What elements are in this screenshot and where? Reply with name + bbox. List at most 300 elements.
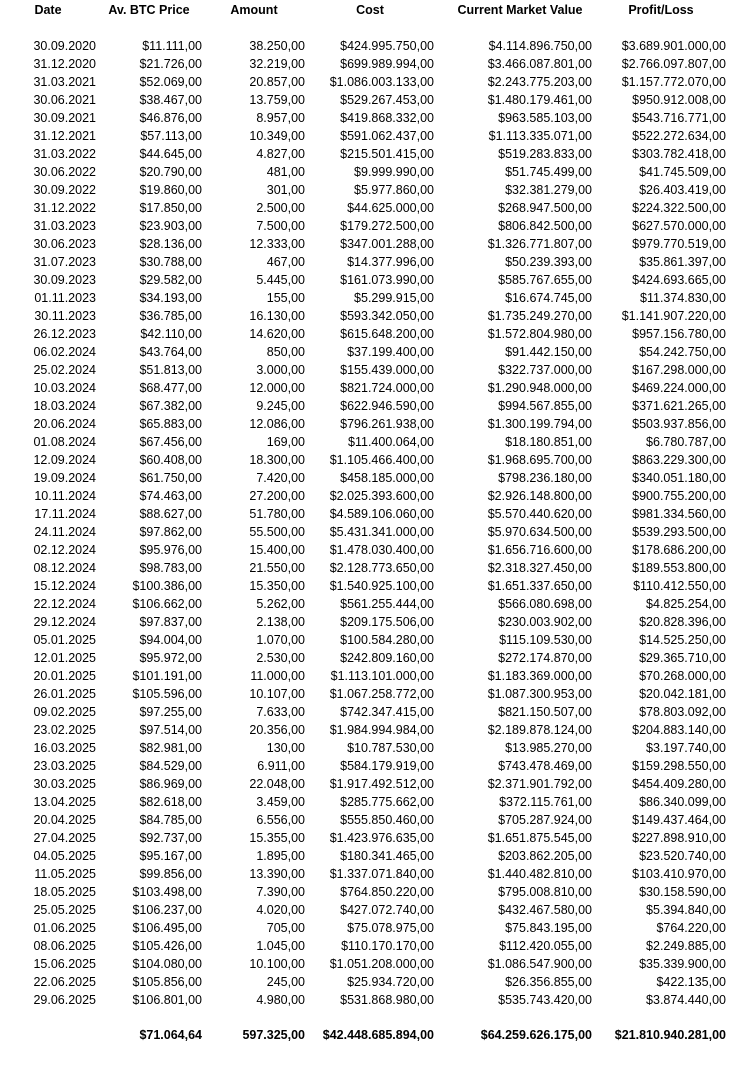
cell-market-value[interactable]: $2.318.327.450,00 [487, 561, 592, 575]
cell-price[interactable]: $20.790,00 [139, 165, 202, 179]
cell-profit-loss[interactable]: $503.937.856,00 [632, 417, 726, 431]
cell-price[interactable]: $34.193,00 [139, 291, 202, 305]
cell-market-value[interactable]: $112.420.055,00 [499, 939, 592, 953]
cell-amount[interactable]: 10.107,00 [249, 687, 305, 701]
cell-date[interactable]: 23.03.2025 [33, 759, 96, 773]
cell-cost[interactable]: $2.128.773.650,00 [329, 561, 434, 575]
cell-price[interactable]: $88.627,00 [139, 507, 202, 521]
cell-profit-loss[interactable]: $11.374.830,00 [640, 291, 726, 305]
cell-date[interactable]: 08.12.2024 [33, 561, 96, 575]
cell-cost[interactable]: $821.724.000,00 [340, 381, 434, 395]
cell-cost[interactable]: $427.072.740,00 [340, 903, 434, 917]
cell-cost[interactable]: $1.478.030.400,00 [329, 543, 434, 557]
cell-date[interactable]: 31.03.2021 [33, 75, 96, 89]
cell-price[interactable]: $97.837,00 [139, 615, 202, 629]
cell-profit-loss[interactable]: $204.883.140,00 [632, 723, 726, 737]
cell-date[interactable]: 02.12.2024 [33, 543, 96, 557]
cell-market-value[interactable]: $994.567.855,00 [498, 399, 592, 413]
cell-date[interactable]: 30.06.2023 [33, 237, 96, 251]
cell-profit-loss[interactable]: $1.157.772.070,00 [621, 75, 726, 89]
cell-amount[interactable]: 20.857,00 [249, 75, 305, 89]
cell-cost[interactable]: $215.501.415,00 [340, 147, 434, 161]
cell-market-value[interactable]: $272.174.870,00 [498, 651, 592, 665]
cell-date[interactable]: 31.03.2023 [33, 219, 96, 233]
cell-cost[interactable]: $615.648.200,00 [340, 327, 434, 341]
cell-market-value[interactable]: $795.008.810,00 [498, 885, 592, 899]
cell-date[interactable]: 29.06.2025 [33, 993, 96, 1007]
cell-cost[interactable]: $5.977.860,00 [354, 183, 434, 197]
cell-profit-loss[interactable]: $469.224.000,00 [632, 381, 726, 395]
cell-amount[interactable]: 301,00 [266, 183, 305, 197]
cell-date[interactable]: 08.06.2025 [33, 939, 96, 953]
cell-date[interactable]: 19.09.2024 [33, 471, 96, 485]
cell-cost[interactable]: $796.261.938,00 [340, 417, 434, 431]
cell-profit-loss[interactable]: $30.158.590,00 [639, 885, 726, 899]
total-price[interactable]: $71.064,64 [139, 1028, 202, 1042]
cell-date[interactable]: 10.03.2024 [33, 381, 96, 395]
cell-amount[interactable]: 4.020,00 [256, 903, 305, 917]
cell-amount[interactable]: 55.500,00 [249, 525, 305, 539]
cell-amount[interactable]: 7.390,00 [256, 885, 305, 899]
cell-amount[interactable]: 5.262,00 [256, 597, 305, 611]
cell-cost[interactable]: $161.073.990,00 [340, 273, 434, 287]
cell-cost[interactable]: $764.850.220,00 [340, 885, 434, 899]
cell-market-value[interactable]: $1.183.369.000,00 [487, 669, 592, 683]
cell-date[interactable]: 04.05.2025 [33, 849, 96, 863]
cell-date[interactable]: 18.03.2024 [33, 399, 96, 413]
cell-market-value[interactable]: $1.087.300.953,00 [487, 687, 592, 701]
cell-amount[interactable]: 3.000,00 [256, 363, 305, 377]
cell-cost[interactable]: $44.625.000,00 [347, 201, 434, 215]
cell-profit-loss[interactable]: $950.912.008,00 [632, 93, 726, 107]
cell-amount[interactable]: 2.500,00 [256, 201, 305, 215]
cell-date[interactable]: 12.09.2024 [33, 453, 96, 467]
header-date[interactable]: Date [34, 3, 62, 17]
cell-cost[interactable]: $242.809.160,00 [340, 651, 434, 665]
cell-market-value[interactable]: $1.086.547.900,00 [487, 957, 592, 971]
cell-price[interactable]: $106.662,00 [132, 597, 202, 611]
cell-profit-loss[interactable]: $35.339.900,00 [639, 957, 726, 971]
cell-date[interactable]: 29.12.2024 [33, 615, 96, 629]
cell-profit-loss[interactable]: $110.412.550,00 [633, 579, 726, 593]
cell-profit-loss[interactable]: $539.293.500,00 [632, 525, 726, 539]
cell-profit-loss[interactable]: $863.229.300,00 [632, 453, 726, 467]
cell-profit-loss[interactable]: $422.135,00 [656, 975, 726, 989]
cell-profit-loss[interactable]: $957.156.780,00 [632, 327, 726, 341]
cell-amount[interactable]: 9.245,00 [256, 399, 305, 413]
cell-cost[interactable]: $155.439.000,00 [340, 363, 434, 377]
cell-cost[interactable]: $180.341.465,00 [340, 849, 434, 863]
cell-cost[interactable]: $14.377.996,00 [347, 255, 434, 269]
cell-cost[interactable]: $100.584.280,00 [340, 633, 434, 647]
cell-date[interactable]: 22.06.2025 [33, 975, 96, 989]
cell-amount[interactable]: 1.070,00 [256, 633, 305, 647]
cell-cost[interactable]: $9.999.990,00 [354, 165, 434, 179]
cell-cost[interactable]: $1.423.976.635,00 [329, 831, 434, 845]
cell-profit-loss[interactable]: $900.755.200,00 [632, 489, 726, 503]
cell-price[interactable]: $84.785,00 [139, 813, 202, 827]
cell-amount[interactable]: 20.356,00 [249, 723, 305, 737]
cell-price[interactable]: $95.976,00 [139, 543, 202, 557]
cell-market-value[interactable]: $566.080.698,00 [498, 597, 592, 611]
cell-market-value[interactable]: $1.113.335.071,00 [488, 129, 592, 143]
cell-cost[interactable]: $561.255.444,00 [340, 597, 434, 611]
cell-date[interactable]: 31.07.2023 [33, 255, 96, 269]
cell-cost[interactable]: $37.199.400,00 [347, 345, 434, 359]
cell-date[interactable]: 31.12.2020 [33, 57, 96, 71]
cell-profit-loss[interactable]: $189.553.800,00 [632, 561, 726, 575]
cell-amount[interactable]: 7.420,00 [256, 471, 305, 485]
cell-market-value[interactable]: $268.947.500,00 [498, 201, 592, 215]
cell-cost[interactable]: $1.105.466.400,00 [329, 453, 434, 467]
cell-profit-loss[interactable]: $35.861.397,00 [639, 255, 726, 269]
cell-date[interactable]: 30.09.2023 [33, 273, 96, 287]
cell-cost[interactable]: $5.431.341.000,00 [329, 525, 434, 539]
cell-price[interactable]: $30.788,00 [139, 255, 202, 269]
header-profit-loss[interactable]: Profit/Loss [628, 3, 694, 17]
cell-profit-loss[interactable]: $3.689.901.000,00 [621, 39, 726, 53]
cell-market-value[interactable]: $75.843.195,00 [505, 921, 592, 935]
cell-amount[interactable]: 10.100,00 [249, 957, 305, 971]
cell-date[interactable]: 13.04.2025 [33, 795, 96, 809]
cell-profit-loss[interactable]: $178.686.200,00 [632, 543, 726, 557]
cell-market-value[interactable]: $230.003.902,00 [498, 615, 592, 629]
cell-profit-loss[interactable]: $2.766.097.807,00 [621, 57, 726, 71]
cell-amount[interactable]: 11.000,00 [250, 669, 305, 683]
cell-amount[interactable]: 5.445,00 [256, 273, 305, 287]
cell-amount[interactable]: 6.911,00 [257, 759, 305, 773]
cell-price[interactable]: $67.382,00 [139, 399, 202, 413]
cell-date[interactable]: 01.11.2023 [34, 291, 96, 305]
cell-date[interactable]: 09.02.2025 [33, 705, 96, 719]
cell-price[interactable]: $42.110,00 [140, 327, 202, 341]
cell-price[interactable]: $105.596,00 [132, 687, 202, 701]
cell-amount[interactable]: 245,00 [266, 975, 305, 989]
cell-price[interactable]: $95.972,00 [139, 651, 202, 665]
cell-market-value[interactable]: $32.381.279,00 [505, 183, 592, 197]
cell-amount[interactable]: 22.048,00 [249, 777, 305, 791]
cell-market-value[interactable]: $743.478.469,00 [498, 759, 592, 773]
cell-profit-loss[interactable]: $227.898.910,00 [632, 831, 726, 845]
cell-cost[interactable]: $25.934.720,00 [347, 975, 434, 989]
cell-profit-loss[interactable]: $424.693.665,00 [632, 273, 726, 287]
cell-market-value[interactable]: $432.467.580,00 [498, 903, 592, 917]
cell-market-value[interactable]: $18.180.851,00 [505, 435, 592, 449]
cell-cost[interactable]: $179.272.500,00 [340, 219, 434, 233]
cell-cost[interactable]: $4.589.106.060,00 [329, 507, 434, 521]
cell-price[interactable]: $17.850,00 [139, 201, 202, 215]
cell-amount[interactable]: 14.620,00 [249, 327, 305, 341]
cell-cost[interactable]: $209.175.506,00 [340, 615, 434, 629]
cell-price[interactable]: $46.876,00 [139, 111, 202, 125]
cell-date[interactable]: 31.12.2021 [33, 129, 96, 143]
cell-profit-loss[interactable]: $20.828.396,00 [639, 615, 726, 629]
cell-amount[interactable]: 169,00 [266, 435, 305, 449]
cell-date[interactable]: 10.11.2024 [34, 489, 96, 503]
cell-date[interactable]: 25.05.2025 [33, 903, 96, 917]
cell-profit-loss[interactable]: $979.770.519,00 [632, 237, 726, 251]
cell-market-value[interactable]: $1.656.716.600,00 [487, 543, 592, 557]
cell-date[interactable]: 30.09.2020 [33, 39, 96, 53]
cell-amount[interactable]: 1.895,00 [256, 849, 305, 863]
cell-price[interactable]: $105.426,00 [132, 939, 202, 953]
cell-amount[interactable]: 7.500,00 [256, 219, 305, 233]
cell-price[interactable]: $97.514,00 [139, 723, 202, 737]
cell-price[interactable]: $19.860,00 [139, 183, 202, 197]
cell-date[interactable]: 26.12.2023 [33, 327, 96, 341]
cell-cost[interactable]: $622.946.590,00 [340, 399, 434, 413]
cell-cost[interactable]: $1.067.258.772,00 [329, 687, 434, 701]
cell-amount[interactable]: 467,00 [266, 255, 305, 269]
cell-date[interactable]: 25.02.2024 [33, 363, 96, 377]
cell-cost[interactable]: $11.400.064,00 [348, 435, 434, 449]
cell-date[interactable]: 30.11.2023 [34, 309, 96, 323]
cell-profit-loss[interactable]: $224.322.500,00 [632, 201, 726, 215]
cell-date[interactable]: 17.11.2024 [34, 507, 96, 521]
cell-date[interactable]: 30.06.2022 [33, 165, 96, 179]
cell-profit-loss[interactable]: $159.298.550,00 [632, 759, 726, 773]
cell-profit-loss[interactable]: $167.298.000,00 [632, 363, 726, 377]
cell-price[interactable]: $106.801,00 [132, 993, 202, 1007]
cell-profit-loss[interactable]: $627.570.000,00 [632, 219, 726, 233]
cell-amount[interactable]: 21.550,00 [249, 561, 305, 575]
cell-profit-loss[interactable]: $3.197.740,00 [646, 741, 726, 755]
cell-market-value[interactable]: $2.243.775.203,00 [487, 75, 592, 89]
cell-date[interactable]: 31.12.2022 [33, 201, 96, 215]
header-price[interactable]: Av. BTC Price [108, 3, 190, 17]
cell-market-value[interactable]: $5.970.634.500,00 [487, 525, 592, 539]
cell-profit-loss[interactable]: $70.268.000,00 [639, 669, 726, 683]
cell-market-value[interactable]: $1.651.337.650,00 [487, 579, 592, 593]
cell-profit-loss[interactable]: $29.365.710,00 [639, 651, 726, 665]
cell-amount[interactable]: 32.219,00 [249, 57, 305, 71]
cell-cost[interactable]: $584.179.919,00 [340, 759, 434, 773]
cell-market-value[interactable]: $13.985.270,00 [505, 741, 592, 755]
cell-amount[interactable]: 481,00 [266, 165, 305, 179]
cell-cost[interactable]: $593.342.050,00 [340, 309, 434, 323]
cell-price[interactable]: $97.255,00 [139, 705, 202, 719]
cell-price[interactable]: $74.463,00 [139, 489, 202, 503]
cell-cost[interactable]: $2.025.393.600,00 [329, 489, 434, 503]
cell-price[interactable]: $84.529,00 [139, 759, 202, 773]
cell-amount[interactable]: 8.957,00 [256, 111, 305, 125]
cell-date[interactable]: 15.12.2024 [33, 579, 96, 593]
cell-cost[interactable]: $1.113.101.000,00 [330, 669, 434, 683]
cell-amount[interactable]: 4.827,00 [256, 147, 305, 161]
cell-price[interactable]: $105.856,00 [132, 975, 202, 989]
cell-cost[interactable]: $110.170.170,00 [341, 939, 434, 953]
cell-market-value[interactable]: $1.290.948.000,00 [487, 381, 592, 395]
cell-date[interactable]: 30.03.2025 [33, 777, 96, 791]
cell-profit-loss[interactable]: $5.394.840,00 [646, 903, 726, 917]
cell-market-value[interactable]: $4.114.896.750,00 [488, 39, 592, 53]
cell-market-value[interactable]: $1.326.771.807,00 [487, 237, 592, 251]
cell-profit-loss[interactable]: $78.803.092,00 [639, 705, 726, 719]
cell-cost[interactable]: $285.775.662,00 [340, 795, 434, 809]
cell-price[interactable]: $103.498,00 [132, 885, 202, 899]
cell-market-value[interactable]: $322.737.000,00 [498, 363, 592, 377]
cell-market-value[interactable]: $535.743.420,00 [498, 993, 592, 1007]
cell-price[interactable]: $51.813,00 [139, 363, 202, 377]
cell-amount[interactable]: 2.138,00 [256, 615, 305, 629]
cell-profit-loss[interactable]: $26.403.419,00 [639, 183, 726, 197]
cell-profit-loss[interactable]: $454.409.280,00 [632, 777, 726, 791]
cell-price[interactable]: $21.726,00 [139, 57, 202, 71]
total-market-value[interactable]: $64.259.626.175,00 [480, 1028, 592, 1042]
cell-profit-loss[interactable]: $2.249.885,00 [646, 939, 726, 953]
cell-amount[interactable]: 4.980,00 [256, 993, 305, 1007]
cell-profit-loss[interactable]: $4.825.254,00 [646, 597, 726, 611]
cell-cost[interactable]: $1.051.208.000,00 [329, 957, 434, 971]
cell-cost[interactable]: $10.787.530,00 [347, 741, 434, 755]
cell-amount[interactable]: 12.086,00 [249, 417, 305, 431]
cell-date[interactable]: 20.04.2025 [33, 813, 96, 827]
cell-price[interactable]: $61.750,00 [139, 471, 202, 485]
cell-market-value[interactable]: $1.300.199.794,00 [487, 417, 592, 431]
cell-profit-loss[interactable]: $371.621.265,00 [632, 399, 726, 413]
cell-date[interactable]: 30.06.2021 [33, 93, 96, 107]
cell-date[interactable]: 31.03.2022 [33, 147, 96, 161]
cell-profit-loss[interactable]: $54.242.750,00 [639, 345, 726, 359]
cell-market-value[interactable]: $3.466.087.801,00 [487, 57, 592, 71]
cell-price[interactable]: $52.069,00 [139, 75, 202, 89]
cell-amount[interactable]: 13.759,00 [249, 93, 305, 107]
cell-price[interactable]: $101.191,00 [132, 669, 202, 683]
cell-amount[interactable]: 15.350,00 [249, 579, 305, 593]
cell-market-value[interactable]: $372.115.761,00 [499, 795, 592, 809]
cell-price[interactable]: $29.582,00 [139, 273, 202, 287]
cell-profit-loss[interactable]: $981.334.560,00 [632, 507, 726, 521]
cell-date[interactable]: 22.12.2024 [33, 597, 96, 611]
cell-price[interactable]: $86.969,00 [139, 777, 202, 791]
cell-price[interactable]: $43.764,00 [139, 345, 202, 359]
cell-amount[interactable]: 7.633,00 [256, 705, 305, 719]
cell-price[interactable]: $57.113,00 [140, 129, 202, 143]
cell-cost[interactable]: $1.917.492.512,00 [329, 777, 434, 791]
cell-amount[interactable]: 18.300,00 [249, 453, 305, 467]
cell-profit-loss[interactable]: $1.141.907.220,00 [621, 309, 726, 323]
cell-price[interactable]: $44.645,00 [139, 147, 202, 161]
header-cost[interactable]: Cost [356, 3, 384, 17]
cell-price[interactable]: $106.495,00 [132, 921, 202, 935]
cell-market-value[interactable]: $26.356.855,00 [505, 975, 592, 989]
cell-profit-loss[interactable]: $764.220,00 [656, 921, 726, 935]
total-cost[interactable]: $42.448.685.894,00 [322, 1028, 434, 1042]
header-amount[interactable]: Amount [230, 3, 278, 17]
cell-cost[interactable]: $5.299.915,00 [354, 291, 434, 305]
cell-date[interactable]: 26.01.2025 [33, 687, 96, 701]
cell-amount[interactable]: 51.780,00 [249, 507, 305, 521]
cell-price[interactable]: $65.883,00 [139, 417, 202, 431]
cell-price[interactable]: $82.618,00 [139, 795, 202, 809]
cell-cost[interactable]: $591.062.437,00 [340, 129, 434, 143]
cell-price[interactable]: $106.237,00 [132, 903, 202, 917]
cell-amount[interactable]: 15.355,00 [249, 831, 305, 845]
cell-cost[interactable]: $75.078.975,00 [347, 921, 434, 935]
cell-price[interactable]: $92.737,00 [139, 831, 202, 845]
cell-cost[interactable]: $742.347.415,00 [340, 705, 434, 719]
cell-profit-loss[interactable]: $23.520.740,00 [639, 849, 726, 863]
cell-cost[interactable]: $1.337.071.840,00 [329, 867, 434, 881]
cell-price[interactable]: $82.981,00 [139, 741, 202, 755]
cell-market-value[interactable]: $821.150.507,00 [498, 705, 592, 719]
cell-date[interactable]: 18.05.2025 [33, 885, 96, 899]
cell-price[interactable]: $99.856,00 [139, 867, 202, 881]
cell-amount[interactable]: 6.556,00 [256, 813, 305, 827]
cell-date[interactable]: 16.03.2025 [33, 741, 96, 755]
cell-amount[interactable]: 1.045,00 [256, 939, 305, 953]
cell-price[interactable]: $11.111,00 [142, 39, 202, 53]
cell-price[interactable]: $100.386,00 [132, 579, 202, 593]
cell-market-value[interactable]: $51.745.499,00 [505, 165, 592, 179]
cell-profit-loss[interactable]: $303.782.418,00 [632, 147, 726, 161]
cell-market-value[interactable]: $1.480.179.461,00 [487, 93, 592, 107]
cell-cost[interactable]: $347.001.288,00 [340, 237, 434, 251]
cell-profit-loss[interactable]: $14.525.250,00 [639, 633, 726, 647]
cell-market-value[interactable]: $798.236.180,00 [498, 471, 592, 485]
cell-profit-loss[interactable]: $3.874.440,00 [646, 993, 726, 1007]
cell-market-value[interactable]: $705.287.924,00 [498, 813, 592, 827]
cell-profit-loss[interactable]: $86.340.099,00 [639, 795, 726, 809]
cell-date[interactable]: 24.11.2024 [34, 525, 96, 539]
cell-amount[interactable]: 15.400,00 [249, 543, 305, 557]
cell-cost[interactable]: $458.185.000,00 [340, 471, 434, 485]
cell-profit-loss[interactable]: $340.051.180,00 [632, 471, 726, 485]
cell-cost[interactable]: $529.267.453,00 [340, 93, 434, 107]
cell-market-value[interactable]: $519.283.833,00 [498, 147, 592, 161]
cell-profit-loss[interactable]: $6.780.787,00 [646, 435, 726, 449]
cell-price[interactable]: $67.456,00 [139, 435, 202, 449]
cell-amount[interactable]: 705,00 [266, 921, 305, 935]
cell-profit-loss[interactable]: $41.745.509,00 [639, 165, 726, 179]
cell-market-value[interactable]: $16.674.745,00 [505, 291, 592, 305]
cell-cost[interactable]: $1.984.994.984,00 [329, 723, 434, 737]
total-profit-loss[interactable]: $21.810.940.281,00 [614, 1028, 726, 1042]
cell-market-value[interactable]: $91.442.150,00 [505, 345, 592, 359]
cell-amount[interactable]: 155,00 [266, 291, 305, 305]
cell-price[interactable]: $36.785,00 [139, 309, 202, 323]
cell-cost[interactable]: $531.868.980,00 [340, 993, 434, 1007]
cell-market-value[interactable]: $2.189.878.124,00 [487, 723, 592, 737]
cell-market-value[interactable]: $1.735.249.270,00 [487, 309, 592, 323]
cell-amount[interactable]: 38.250,00 [249, 39, 305, 53]
cell-price[interactable]: $38.467,00 [139, 93, 202, 107]
cell-date[interactable]: 20.01.2025 [33, 669, 96, 683]
cell-cost[interactable]: $699.989.994,00 [340, 57, 434, 71]
cell-amount[interactable]: 10.349,00 [249, 129, 305, 143]
cell-price[interactable]: $23.903,00 [139, 219, 202, 233]
cell-market-value[interactable]: $115.109.530,00 [499, 633, 592, 647]
total-amount[interactable]: 597.325,00 [242, 1028, 305, 1042]
cell-date[interactable]: 12.01.2025 [33, 651, 96, 665]
cell-date[interactable]: 06.02.2024 [33, 345, 96, 359]
cell-date[interactable]: 15.06.2025 [33, 957, 96, 971]
cell-market-value[interactable]: $2.371.901.792,00 [487, 777, 592, 791]
cell-price[interactable]: $28.136,00 [139, 237, 202, 251]
cell-cost[interactable]: $419.868.332,00 [340, 111, 434, 125]
cell-date[interactable]: 23.02.2025 [33, 723, 96, 737]
cell-market-value[interactable]: $963.585.103,00 [498, 111, 592, 125]
cell-market-value[interactable]: $806.842.500,00 [498, 219, 592, 233]
cell-cost[interactable]: $424.995.750,00 [340, 39, 434, 53]
cell-cost[interactable]: $1.086.003.133,00 [329, 75, 434, 89]
cell-amount[interactable]: 27.200,00 [249, 489, 305, 503]
cell-cost[interactable]: $1.540.925.100,00 [329, 579, 434, 593]
cell-amount[interactable]: 12.000,00 [249, 381, 305, 395]
cell-profit-loss[interactable]: $103.410.970,00 [632, 867, 726, 881]
cell-market-value[interactable]: $1.572.804.980,00 [487, 327, 592, 341]
cell-market-value[interactable]: $50.239.393,00 [505, 255, 592, 269]
